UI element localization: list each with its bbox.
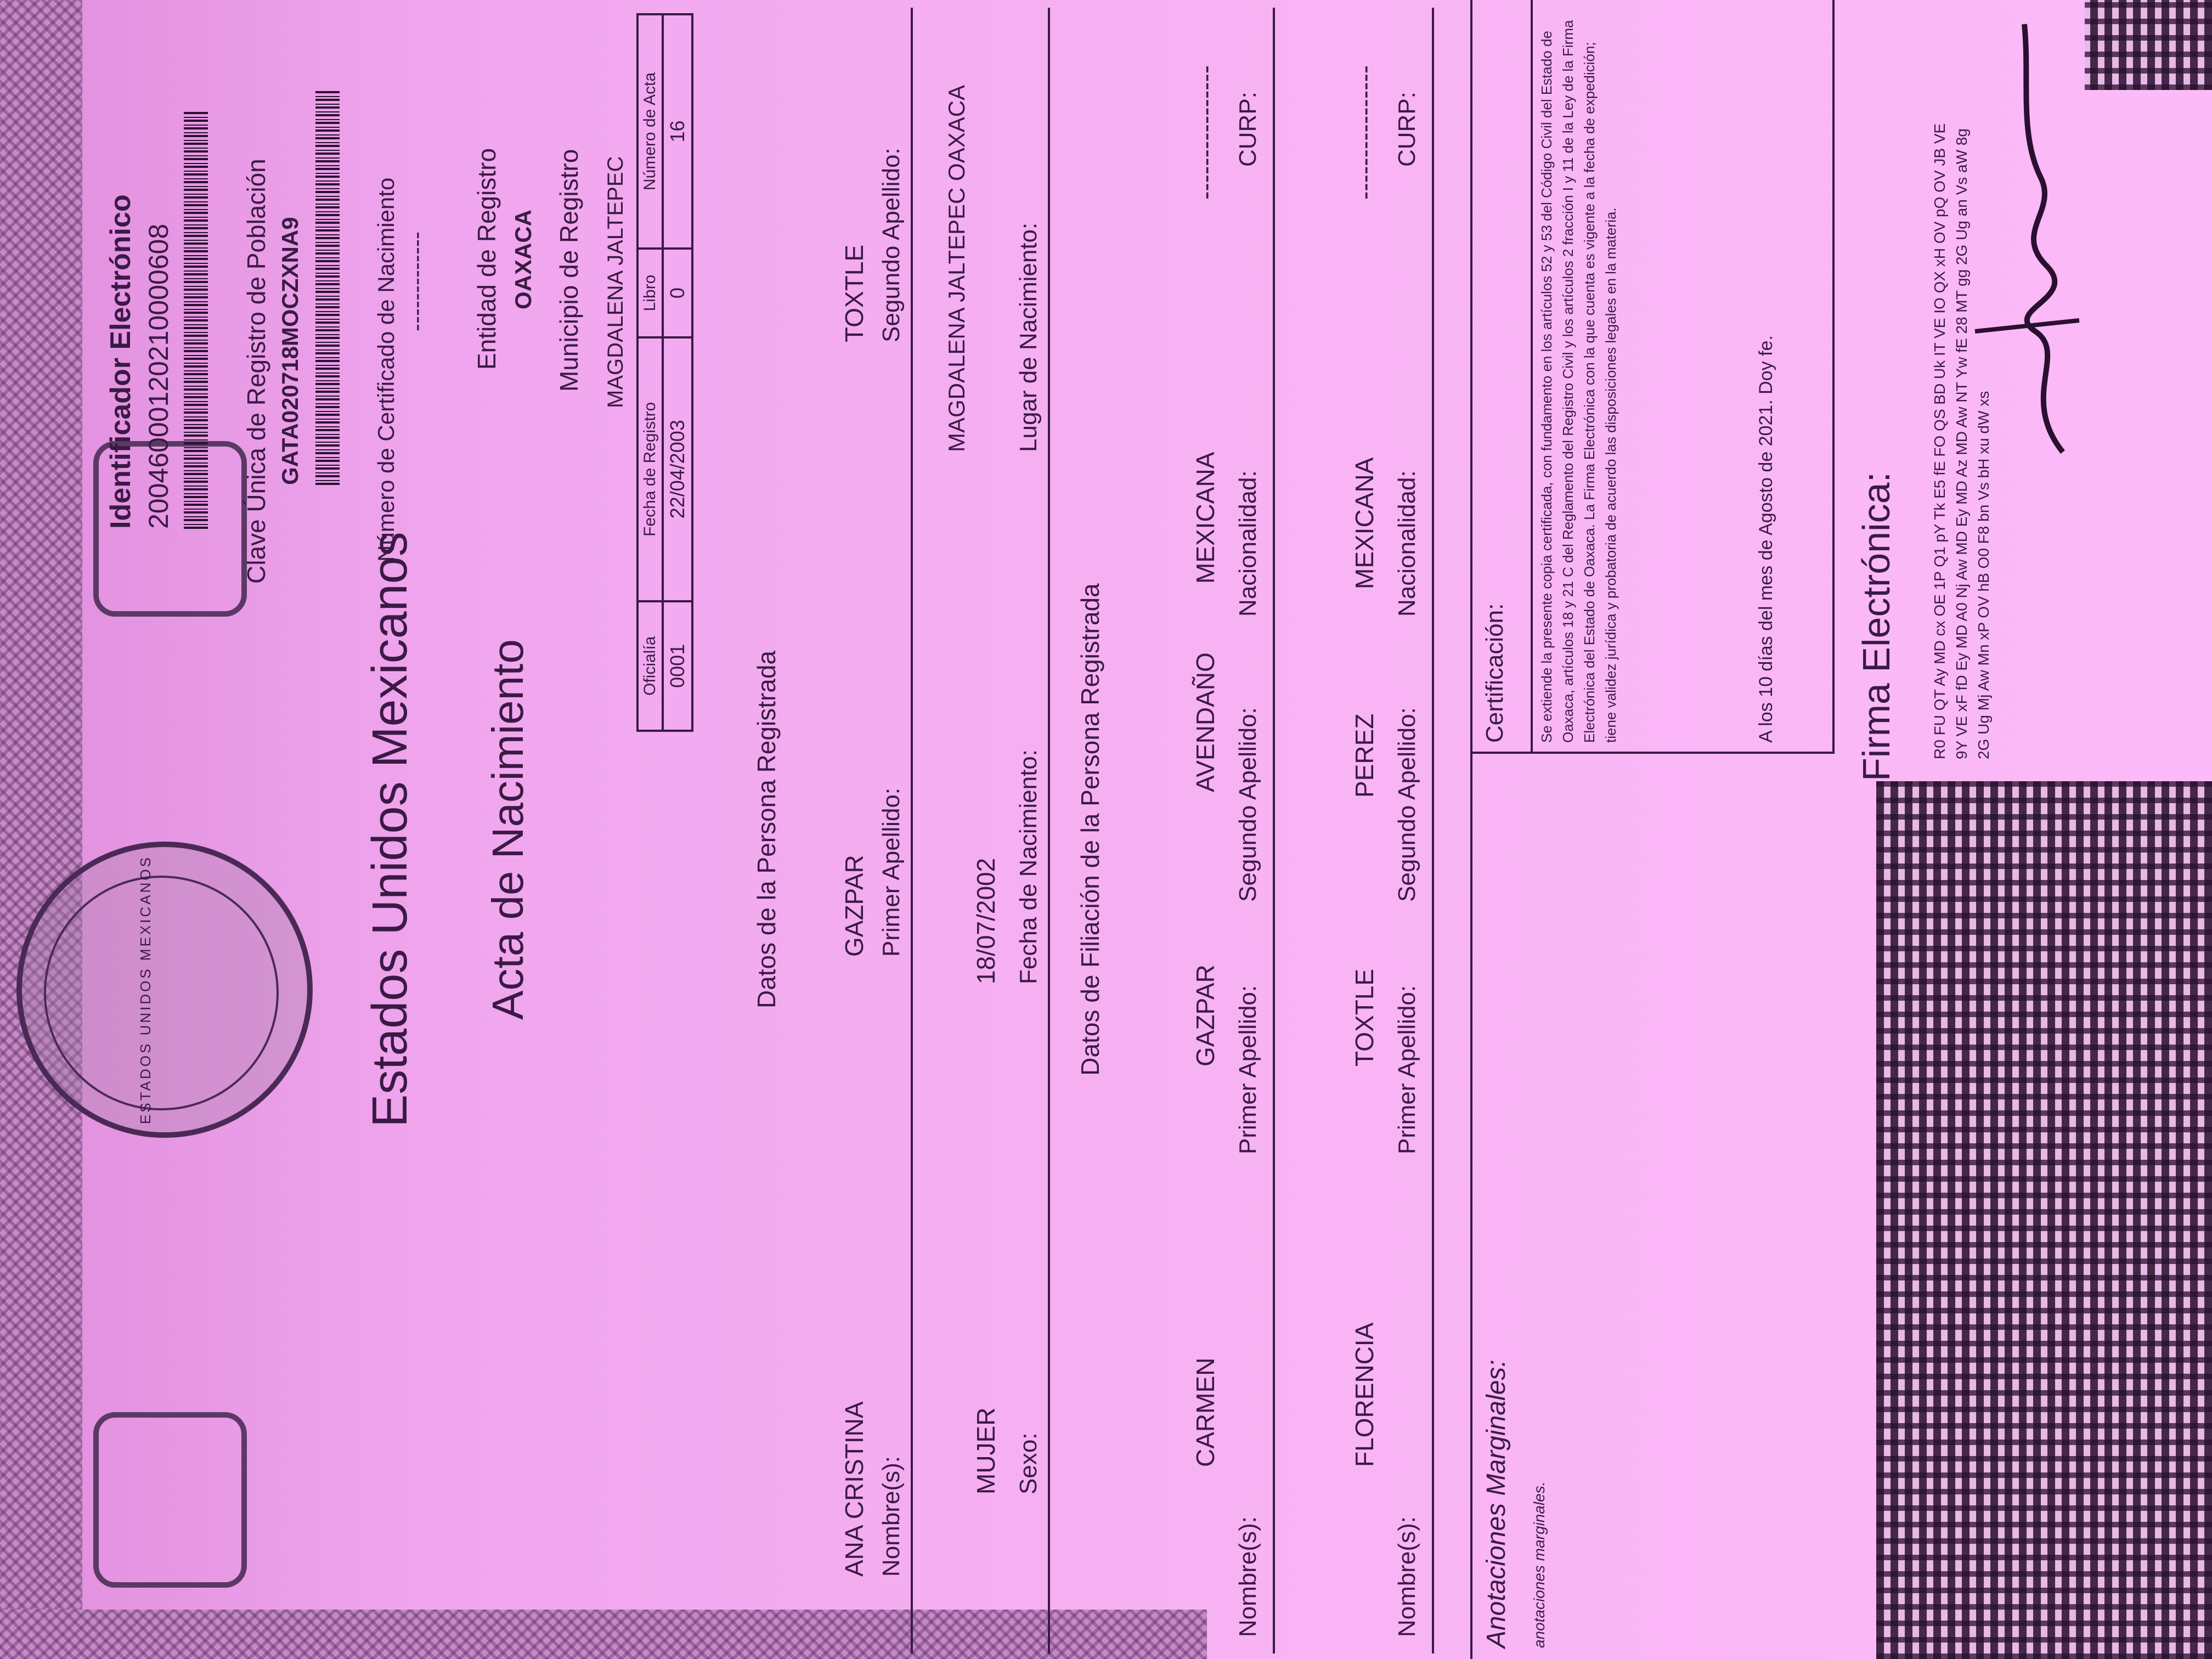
padre1-primer-label: Primer Apellido:	[1234, 985, 1261, 1154]
td-numero-acta: 16	[663, 14, 692, 249]
certificacion-text: Se extiende la presente copia certificada, con fundamento en los artículos 52 y 53 del Código Civil del Estado de Oaxaca, artículos 18 y 21 C del Reglamento del Registro Civil y los artículos 2 fracción I y 11 de la Ley de la Firma Electrónica del Estado de Oaxaca. La Firma Electrónica con la que cuenta es vigente a la fecha de expedición; tiene validez jurídica y probatoria de acuerdo las disposiciones legales en la materia.	[1538, 20, 1619, 743]
anotaciones-title: Anotaciones Marginales:	[1482, 1359, 1511, 1648]
certificacion-rule	[1531, 0, 1533, 754]
persona-divider-1	[911, 8, 913, 1654]
padre2-curp-value: ----------------	[1350, 65, 1379, 200]
qr-code-corner	[2085, 0, 2212, 90]
entidad-value: OAXACA	[510, 209, 536, 309]
padre1-segundo-value: AVENDAÑO	[1191, 652, 1220, 792]
annotations-split-rule	[1470, 752, 1832, 754]
fecha-value: 18/07/2002	[972, 857, 1000, 984]
persona-section-title: Datos de la Persona Registrada	[752, 650, 781, 1009]
document-title: Acta de Nacimiento	[483, 639, 532, 1020]
cert-number-label: Número de Certificado de Nacimiento	[373, 177, 399, 562]
primer-apellido-label: Primer Apellido:	[878, 787, 905, 957]
padre1-segundo-label: Segundo Apellido:	[1234, 707, 1261, 902]
registry-table	[636, 13, 693, 732]
padre1-nac-value: MEXICANA	[1191, 452, 1220, 584]
nombre-label: Nombre(s):	[878, 1455, 905, 1577]
left-ornament	[93, 1412, 247, 1588]
padre1-curp-value: ----------------	[1191, 65, 1220, 200]
th-fecha-registro: Fecha de Registro	[637, 337, 663, 601]
padre1-curp-label: CURP:	[1234, 92, 1261, 167]
fecha-label: Fecha de Nacimiento:	[1015, 749, 1042, 984]
lugar-label: Lugar de Nacimiento:	[1015, 222, 1042, 452]
id-label: Identificador Electrónico	[105, 194, 137, 529]
th-numero-acta: Número de Acta	[637, 14, 663, 249]
padre2-nac-value: MEXICANA	[1350, 457, 1379, 589]
persona-divider-2	[1048, 8, 1050, 1654]
padre2-nombre-value: FLORENCIA	[1350, 1322, 1379, 1467]
filiacion-divider-1	[1273, 8, 1275, 1654]
padre2-segundo-value: PEREZ	[1350, 713, 1379, 798]
td-libro: 0	[663, 249, 692, 337]
anotaciones-text: anotaciones marginales.	[1531, 1481, 1548, 1648]
left-ornamental-border	[0, 1610, 1207, 1659]
td-fecha-registro: 22/04/2003	[663, 337, 692, 601]
segundo-apellido-label: Segundo Apellido:	[878, 148, 905, 342]
certificacion-title: Certificación:	[1481, 603, 1508, 743]
padre2-primer-value: TOXTLE	[1350, 968, 1379, 1066]
curp-key-value: GATA020718MOCZXNA9	[277, 217, 303, 485]
sexo-value: MUJER	[972, 1407, 1000, 1494]
padre1-nombre-value: CARMEN	[1191, 1357, 1220, 1467]
primer-apellido-value: GAZPAR	[840, 855, 868, 957]
entidad-label: Entidad de Registro	[472, 148, 501, 370]
nombre-value: ANA CRISTINA	[840, 1401, 868, 1577]
seal-text: ESTADOS UNIDOS MEXICANOS	[137, 855, 154, 1124]
certificacion-bottom-rule	[1832, 0, 1835, 754]
municipio-label: Municipio de Registro	[555, 149, 583, 392]
curp-key-label: Clave Única de Registro de Población	[242, 159, 270, 584]
th-libro: Libro	[637, 249, 663, 337]
padre1-nac-label: Nacionalidad:	[1234, 470, 1261, 617]
country-title: Estados Unidos Mexicanos	[363, 532, 417, 1127]
padre2-segundo-label: Segundo Apellido:	[1393, 707, 1420, 902]
lugar-value: MAGDALENA JALTEPEC OAXACA	[944, 84, 969, 452]
national-seal	[16, 842, 313, 1138]
municipio-value: MAGDALENA JALTEPEC	[603, 156, 628, 408]
id-barcode	[184, 112, 208, 529]
qr-code	[1876, 781, 2212, 1659]
curp-barcode	[315, 90, 340, 485]
filiacion-section-title: Datos de Filiación de la Persona Registrada	[1076, 583, 1104, 1076]
padre2-primer-label: Primer Apellido:	[1393, 985, 1420, 1154]
firma-title: Firma Electrónica:	[1855, 471, 1898, 781]
firma-code-line3: 2G Ug Mj Aw Mn xP OV hB O0 F8 bn Vs bH xu dW xs	[1975, 391, 1992, 759]
padre2-nombre-label: Nombre(s):	[1393, 1516, 1420, 1637]
segundo-apellido-value: TOXTLE	[840, 244, 868, 342]
top-ornamental-border	[0, 0, 82, 1659]
padre2-nac-label: Nacionalidad:	[1393, 470, 1420, 617]
cert-number-value: -------------	[403, 232, 429, 331]
id-value: 20046000120210000608	[143, 223, 174, 529]
firma-code-line2: 9Y VE xF fD Ey MD A0 Nj Aw MD Ey MD Az MD Aw NT Yw fE 28 MT gg 2G Ug an Vs aW 8g	[1953, 128, 1970, 759]
firma-code-line1: R0 FU QT Ay MD cx OE 1P Q1 pY Tk E5 fE FO QS BD Uk IT VE IO QX xH OV pQ OV JB VE	[1931, 123, 1948, 759]
padre2-curp-label: CURP:	[1393, 92, 1420, 167]
padre1-nombre-label: Nombre(s):	[1234, 1516, 1261, 1637]
annotations-top-rule	[1470, 0, 1472, 1659]
handwritten-signature	[1953, 13, 2096, 463]
sexo-label: Sexo:	[1015, 1432, 1042, 1494]
td-oficialia: 0001	[663, 601, 692, 731]
padre1-primer-value: GAZPAR	[1191, 964, 1220, 1066]
filiacion-divider-2	[1432, 8, 1434, 1654]
th-oficialia: Oficialía	[637, 601, 663, 731]
certificacion-date: A los 10 días del mes de Agosto de 2021. Doy fe.	[1756, 335, 1776, 743]
